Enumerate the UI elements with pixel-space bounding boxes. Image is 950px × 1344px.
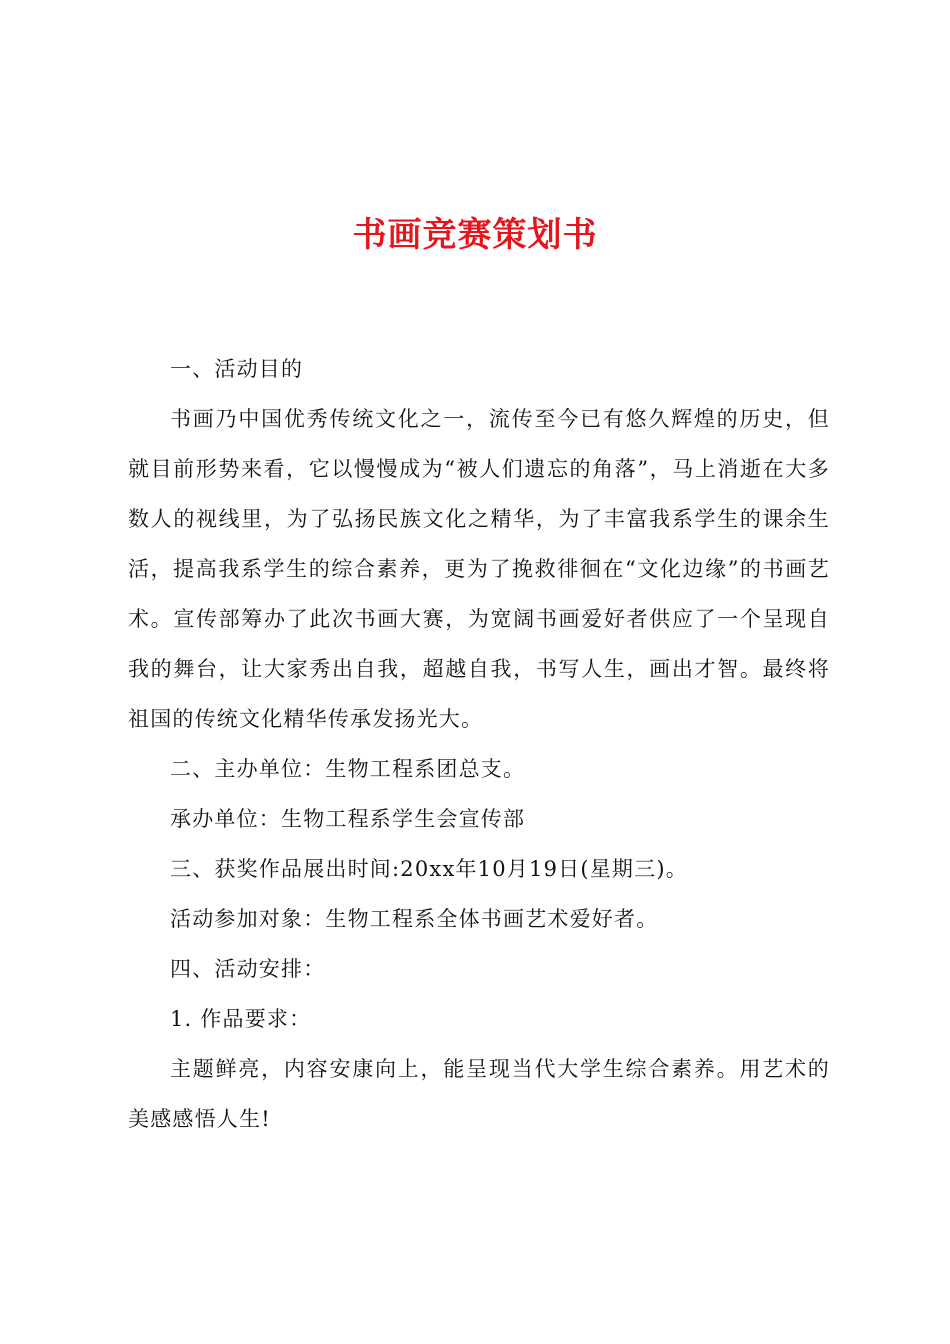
document-body bbox=[128, 344, 830, 1144]
section-heading-arrangement: 四、活动安排： bbox=[170, 957, 326, 981]
paragraph-work-requirements-text: 主题鲜亮，内容安康向上，能呈现当代大学生综合素养。用艺术的美感感悟人生! bbox=[128, 1057, 830, 1131]
paragraph-participants: 活动参加对象：生物工程系全体书画艺术爱好者。 bbox=[170, 907, 659, 931]
document-title: 书画竞赛策划书 bbox=[352, 215, 598, 255]
paragraph-organizer: 二、主办单位：生物工程系团总支。 bbox=[170, 757, 526, 781]
paragraph-co-organizer: 承办单位：生物工程系学生会宣传部 bbox=[170, 807, 526, 831]
paragraph-purpose-text: 书画乃中国优秀传统文化之一，流传至今已有悠久辉煌的历史，但就目前形势来看，它以慢慢成为“被人们遗忘的角落”，马上消逝在大多数人的视线里，为了弘扬民族文化之精华，为了丰富我系学生的课余生活，提高我系学生的综合素养，更为了挽救徘徊在“文化边缘”的书画艺术。宣传部筹办了此次书画大赛，为宽阔书画爱好者供应了一个呈现自我的舞台，让大家秀出自我，超越自我，书写人生，画出才智。最终将祖国的传统文化精华传承发扬光大。 bbox=[128, 407, 830, 731]
paragraph-exhibition-time: 三、获奖作品展出时间:20xx年10月19日(星期三)。 bbox=[170, 857, 688, 881]
section-heading-purpose: 一、活动目的 bbox=[170, 357, 304, 381]
paragraph-work-requirements-heading: 1. 作品要求： bbox=[170, 1007, 312, 1031]
